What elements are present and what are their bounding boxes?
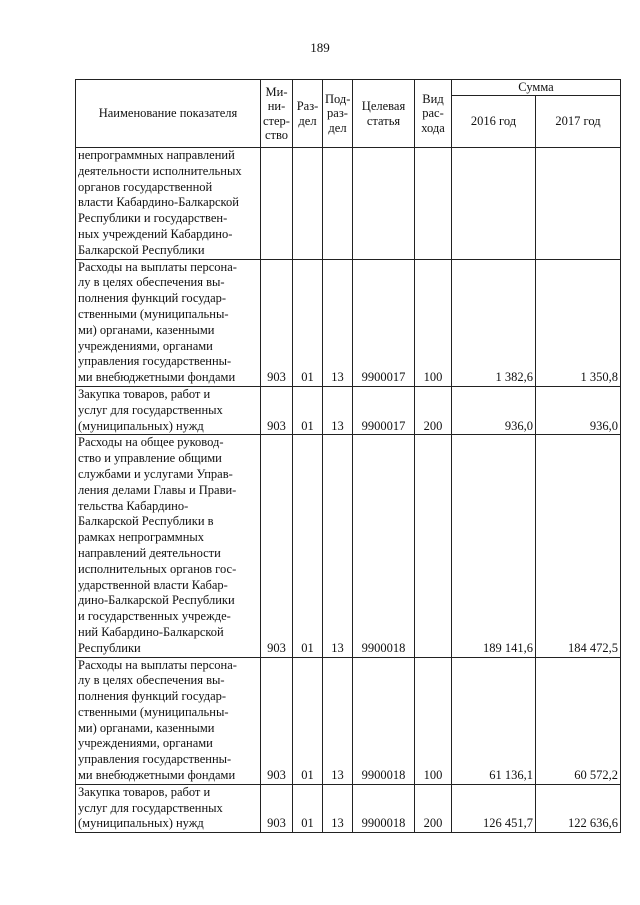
row-ministry — [261, 148, 293, 260]
page-number: 189 — [310, 40, 330, 55]
row-2016 — [452, 148, 536, 260]
row-2017: 184 472,5 — [536, 435, 621, 657]
row-section: 01 — [293, 259, 323, 386]
row-expense-type — [415, 435, 452, 657]
row-subsection: 13 — [323, 435, 353, 657]
row-2017: 60 572,2 — [536, 657, 621, 784]
header-sum: Сумма — [452, 80, 621, 96]
table-row — [76, 148, 621, 260]
row-subsection — [323, 148, 353, 260]
header-target: Целевая статья — [353, 80, 415, 148]
row-ministry: 903 — [261, 784, 293, 832]
row-name: Закупка товаров, работ и услуг для государственных (муниципальных) нужд — [76, 386, 261, 434]
row-ministry: 903 — [261, 259, 293, 386]
row-2017: 1 350,8 — [536, 259, 621, 386]
row-2017 — [536, 148, 621, 260]
row-expense-type: 100 — [415, 657, 452, 784]
row-2017: 122 636,6 — [536, 784, 621, 832]
row-name: Закупка товаров, работ и услуг для государственных (муниципальных) нужд — [76, 784, 261, 832]
header-name: Наименование показателя — [76, 80, 261, 148]
row-expense-type: 200 — [415, 784, 452, 832]
row-target: 9900018 — [353, 657, 415, 784]
row-ministry: 903 — [261, 435, 293, 657]
row-name: Расходы на выплаты персона- лу в целях обеспечения вы- полнения функций государ- ственными (муниципальны- ми) органами, казенными учреждениями, органами управления государственны- ми внебюджетными фондами — [76, 657, 261, 784]
table-row — [76, 435, 621, 657]
row-2016: 189 141,6 — [452, 435, 536, 657]
row-subsection: 13 — [323, 657, 353, 784]
row-section: 01 — [293, 657, 323, 784]
table-row — [76, 386, 621, 434]
table-row — [76, 259, 621, 386]
row-target — [353, 148, 415, 260]
header-year-2016: 2016 год — [452, 96, 536, 148]
row-subsection: 13 — [323, 784, 353, 832]
row-target: 9900018 — [353, 784, 415, 832]
row-2017: 936,0 — [536, 386, 621, 434]
row-2016: 126 451,7 — [452, 784, 536, 832]
row-expense-type: 100 — [415, 259, 452, 386]
header-expense-type: Вид рас- хода — [415, 80, 452, 148]
row-ministry: 903 — [261, 657, 293, 784]
row-section: 01 — [293, 784, 323, 832]
row-subsection: 13 — [323, 386, 353, 434]
row-section — [293, 148, 323, 260]
header-ministry: Ми- ни- стер- ство — [261, 80, 293, 148]
header-section: Раз- дел — [293, 80, 323, 148]
row-name: Расходы на выплаты персона- лу в целях обеспечения вы- полнения функций государ- ственными (муниципальны- ми) органами, казенными учреждениями, органами управления государственны- ми внебюджетными фондами — [76, 259, 261, 386]
row-2016: 61 136,1 — [452, 657, 536, 784]
row-subsection: 13 — [323, 259, 353, 386]
row-section: 01 — [293, 386, 323, 434]
row-2016: 1 382,6 — [452, 259, 536, 386]
row-target: 9900017 — [353, 259, 415, 386]
row-2016: 936,0 — [452, 386, 536, 434]
row-section: 01 — [293, 435, 323, 657]
row-name: непрограммных направлений деятельности исполнительных органов государственной власти Кабардино-Балкарской Республики и государствен- ных учреждений Кабардино- Балкарской Республики — [76, 148, 261, 260]
row-expense-type: 200 — [415, 386, 452, 434]
row-name: Расходы на общее руковод- ство и управление общими службами и услугами Управ- ления делами Главы и Прави- тельства Кабардино- Балкарской Республики в рамках непрограммных направлений деятельности исполнительных органов гос- ударственной власти Кабар- дино-Балкарской Республики и государственных учрежде- ний Кабардино-Балкарской Республики — [76, 435, 261, 657]
row-expense-type — [415, 148, 452, 260]
row-target: 9900017 — [353, 386, 415, 434]
header-subsection: Под- раз- дел — [323, 80, 353, 148]
table-row — [76, 784, 621, 832]
header-year-2017: 2017 год — [536, 96, 621, 148]
row-target: 9900018 — [353, 435, 415, 657]
row-ministry: 903 — [261, 386, 293, 434]
table-row — [76, 657, 621, 784]
budget-table — [75, 79, 621, 833]
